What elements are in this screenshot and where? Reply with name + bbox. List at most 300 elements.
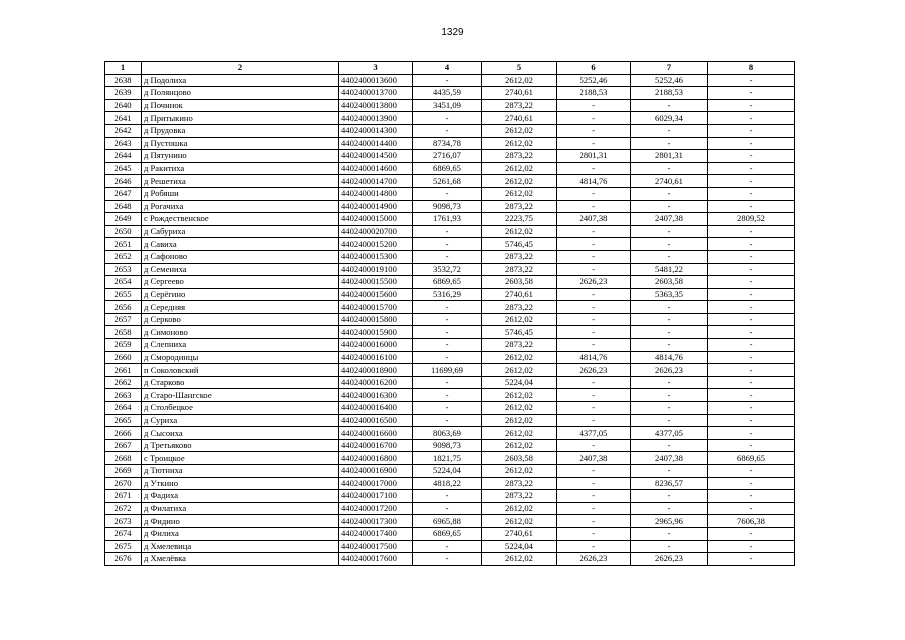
settlement-name: д Хмелевица — [142, 540, 339, 553]
settlement-name: д Филиха — [142, 527, 339, 540]
table-row — [105, 553, 795, 566]
value-col-5: 5224,04 — [482, 540, 557, 553]
value-col-4: 6869,65 — [413, 276, 482, 289]
value-col-6: - — [557, 124, 631, 137]
value-col-5: 2603,58 — [482, 452, 557, 465]
oktmo-code: 4402400017600 — [339, 553, 413, 566]
table-row — [105, 225, 795, 238]
value-col-5: 2223,75 — [482, 213, 557, 226]
value-col-7: - — [631, 162, 708, 175]
row-number: 2649 — [105, 213, 142, 226]
value-col-5: 2612,02 — [482, 74, 557, 87]
table-row — [105, 439, 795, 452]
oktmo-code: 4402400017300 — [339, 515, 413, 528]
value-col-8: - — [708, 527, 795, 540]
table-row — [105, 540, 795, 553]
row-number: 2662 — [105, 376, 142, 389]
column-header: 1 — [105, 62, 142, 75]
value-col-8: - — [708, 490, 795, 503]
table-row — [105, 200, 795, 213]
oktmo-code: 4402400016600 — [339, 427, 413, 440]
row-number: 2675 — [105, 540, 142, 553]
value-col-6: - — [557, 112, 631, 125]
value-col-4: - — [413, 414, 482, 427]
row-number: 2655 — [105, 288, 142, 301]
value-col-7: - — [631, 187, 708, 200]
row-number: 2673 — [105, 515, 142, 528]
table-row — [105, 364, 795, 377]
row-number: 2657 — [105, 313, 142, 326]
value-col-5: 5224,04 — [482, 376, 557, 389]
value-col-7: - — [631, 376, 708, 389]
value-col-7: - — [631, 339, 708, 352]
value-col-4: - — [413, 301, 482, 314]
value-col-5: 2612,02 — [482, 351, 557, 364]
value-col-7: 2603,58 — [631, 276, 708, 289]
value-col-7: 2740,61 — [631, 175, 708, 188]
row-number: 2642 — [105, 124, 142, 137]
value-col-5: 2612,02 — [482, 364, 557, 377]
row-number: 2656 — [105, 301, 142, 314]
oktmo-code: 4402400015200 — [339, 238, 413, 251]
value-col-7: - — [631, 527, 708, 540]
oktmo-code: 4402400016300 — [339, 389, 413, 402]
value-col-7: 2407,38 — [631, 213, 708, 226]
row-number: 2645 — [105, 162, 142, 175]
oktmo-code: 4402400013700 — [339, 87, 413, 100]
settlement-name: д Уткино — [142, 477, 339, 490]
value-col-4: 5316,29 — [413, 288, 482, 301]
table-row — [105, 74, 795, 87]
value-col-4: 9098,73 — [413, 200, 482, 213]
value-col-8: - — [708, 150, 795, 163]
value-col-8: - — [708, 263, 795, 276]
settlement-name: д Сысоиха — [142, 427, 339, 440]
oktmo-code: 4402400014800 — [339, 187, 413, 200]
value-col-7: 2626,23 — [631, 364, 708, 377]
oktmo-code: 4402400016200 — [339, 376, 413, 389]
table-row — [105, 427, 795, 440]
settlement-name: д Слепниха — [142, 339, 339, 352]
oktmo-code: 4402400017500 — [339, 540, 413, 553]
value-col-4: - — [413, 553, 482, 566]
settlement-name: д Сабуриха — [142, 225, 339, 238]
table-row — [105, 288, 795, 301]
value-col-8: - — [708, 339, 795, 352]
value-col-8: - — [708, 389, 795, 402]
value-col-7: - — [631, 439, 708, 452]
value-col-6: 4814,76 — [557, 175, 631, 188]
settlement-name: д Притыкино — [142, 112, 339, 125]
settlement-name: д Фидино — [142, 515, 339, 528]
row-number: 2658 — [105, 326, 142, 339]
value-col-8: - — [708, 540, 795, 553]
oktmo-code: 4402400015000 — [339, 213, 413, 226]
value-col-5: 2873,22 — [482, 200, 557, 213]
value-col-4: - — [413, 339, 482, 352]
value-col-6: 2407,38 — [557, 213, 631, 226]
value-col-4: 1821,75 — [413, 452, 482, 465]
value-col-8: - — [708, 465, 795, 478]
value-col-4: - — [413, 187, 482, 200]
value-col-8: - — [708, 477, 795, 490]
value-col-7: - — [631, 540, 708, 553]
oktmo-code: 4402400013800 — [339, 99, 413, 112]
value-col-7: 5363,35 — [631, 288, 708, 301]
settlement-name: д Третьяково — [142, 439, 339, 452]
value-col-6: - — [557, 99, 631, 112]
table-row — [105, 175, 795, 188]
value-col-4: 1761,93 — [413, 213, 482, 226]
page-number: 1329 — [441, 27, 464, 38]
header-row — [105, 62, 795, 75]
value-col-5: 5746,45 — [482, 238, 557, 251]
value-col-5: 2612,02 — [482, 427, 557, 440]
value-col-7: - — [631, 465, 708, 478]
value-col-4: - — [413, 124, 482, 137]
settlement-name: д Хмелёвка — [142, 553, 339, 566]
table-row — [105, 490, 795, 503]
value-col-6: 2407,38 — [557, 452, 631, 465]
table-row — [105, 402, 795, 415]
value-col-4: 8734,78 — [413, 137, 482, 150]
table-row — [105, 313, 795, 326]
value-col-8: - — [708, 301, 795, 314]
value-col-7: 5252,46 — [631, 74, 708, 87]
row-number: 2641 — [105, 112, 142, 125]
oktmo-code: 4402400018900 — [339, 364, 413, 377]
row-number: 2661 — [105, 364, 142, 377]
row-number: 2664 — [105, 402, 142, 415]
table-row — [105, 452, 795, 465]
data-table — [104, 61, 795, 566]
value-col-5: 2612,02 — [482, 137, 557, 150]
row-number: 2669 — [105, 465, 142, 478]
oktmo-code: 4402400017100 — [339, 490, 413, 503]
value-col-6: - — [557, 439, 631, 452]
value-col-8: - — [708, 137, 795, 150]
row-number: 2639 — [105, 87, 142, 100]
value-col-4: 9098,73 — [413, 439, 482, 452]
value-col-6: - — [557, 477, 631, 490]
settlement-name: д Суриха — [142, 414, 339, 427]
value-col-5: 2873,22 — [482, 339, 557, 352]
value-col-6: - — [557, 187, 631, 200]
value-col-6: 4814,76 — [557, 351, 631, 364]
value-col-8: - — [708, 427, 795, 440]
table-row — [105, 326, 795, 339]
value-col-8: 6869,65 — [708, 452, 795, 465]
value-col-7: 5481,22 — [631, 263, 708, 276]
value-col-8: - — [708, 414, 795, 427]
settlement-name: д Серково — [142, 313, 339, 326]
value-col-4: - — [413, 376, 482, 389]
oktmo-code: 4402400016700 — [339, 439, 413, 452]
settlement-name: д Пустошка — [142, 137, 339, 150]
settlement-name: д Прудовка — [142, 124, 339, 137]
settlement-name: д Тютниха — [142, 465, 339, 478]
column-header: 3 — [339, 62, 413, 75]
value-col-6: - — [557, 250, 631, 263]
settlement-name: д Решетиха — [142, 175, 339, 188]
table-row — [105, 150, 795, 163]
value-col-4: 6869,65 — [413, 527, 482, 540]
value-col-6: - — [557, 313, 631, 326]
table-row — [105, 502, 795, 515]
row-number: 2668 — [105, 452, 142, 465]
settlement-name: д Робяши — [142, 187, 339, 200]
row-number: 2674 — [105, 527, 142, 540]
settlement-name: д Рогачиха — [142, 200, 339, 213]
value-col-7: 8236,57 — [631, 477, 708, 490]
value-col-7: - — [631, 124, 708, 137]
value-col-7: - — [631, 326, 708, 339]
row-number: 2650 — [105, 225, 142, 238]
value-col-5: 2612,02 — [482, 414, 557, 427]
value-col-6: 2188,53 — [557, 87, 631, 100]
value-col-5: 2612,02 — [482, 502, 557, 515]
table-row — [105, 376, 795, 389]
table-row — [105, 465, 795, 478]
value-col-7: 2626,23 — [631, 553, 708, 566]
row-number: 2652 — [105, 250, 142, 263]
value-col-6: - — [557, 515, 631, 528]
oktmo-code: 4402400015700 — [339, 301, 413, 314]
value-col-7: - — [631, 200, 708, 213]
value-col-6: - — [557, 263, 631, 276]
oktmo-code: 4402400020700 — [339, 225, 413, 238]
value-col-4: 2716,07 — [413, 150, 482, 163]
table-row — [105, 263, 795, 276]
row-number: 2638 — [105, 74, 142, 87]
value-col-5: 2873,22 — [482, 250, 557, 263]
value-col-7: - — [631, 250, 708, 263]
table-row — [105, 276, 795, 289]
row-number: 2643 — [105, 137, 142, 150]
row-number: 2670 — [105, 477, 142, 490]
value-col-5: 2612,02 — [482, 175, 557, 188]
table-row — [105, 527, 795, 540]
settlement-name: д Сергеево — [142, 276, 339, 289]
value-col-7: 6029,34 — [631, 112, 708, 125]
settlement-name: с Троицкое — [142, 452, 339, 465]
value-col-5: 2612,02 — [482, 187, 557, 200]
value-col-4: - — [413, 540, 482, 553]
settlement-name: с Рождественское — [142, 213, 339, 226]
value-col-7: - — [631, 238, 708, 251]
table-row — [105, 112, 795, 125]
row-number: 2651 — [105, 238, 142, 251]
oktmo-code: 4402400014500 — [339, 150, 413, 163]
value-col-6: 2626,23 — [557, 364, 631, 377]
column-header: 4 — [413, 62, 482, 75]
table-row — [105, 99, 795, 112]
value-col-7: - — [631, 490, 708, 503]
value-col-8: 2809,52 — [708, 213, 795, 226]
oktmo-code: 4402400014900 — [339, 200, 413, 213]
oktmo-code: 4402400016100 — [339, 351, 413, 364]
value-col-5: 2873,22 — [482, 263, 557, 276]
value-col-8: - — [708, 326, 795, 339]
oktmo-code: 4402400015800 — [339, 313, 413, 326]
value-col-8: - — [708, 288, 795, 301]
table-row — [105, 515, 795, 528]
value-col-8: - — [708, 74, 795, 87]
row-number: 2666 — [105, 427, 142, 440]
oktmo-code: 4402400016800 — [339, 452, 413, 465]
table-body — [105, 74, 795, 565]
value-col-4: 3451,09 — [413, 99, 482, 112]
value-col-7: - — [631, 301, 708, 314]
row-number: 2663 — [105, 389, 142, 402]
value-col-7: - — [631, 137, 708, 150]
value-col-7: 2965,96 — [631, 515, 708, 528]
row-number: 2676 — [105, 553, 142, 566]
value-col-8: - — [708, 187, 795, 200]
value-col-5: 2612,02 — [482, 515, 557, 528]
table-row — [105, 137, 795, 150]
row-number: 2665 — [105, 414, 142, 427]
settlement-name: д Столбецкое — [142, 402, 339, 415]
value-col-5: 5746,45 — [482, 326, 557, 339]
value-col-8: - — [708, 99, 795, 112]
row-number: 2653 — [105, 263, 142, 276]
value-col-4: - — [413, 74, 482, 87]
row-number: 2644 — [105, 150, 142, 163]
settlement-name: д Сафоново — [142, 250, 339, 263]
oktmo-code: 4402400016500 — [339, 414, 413, 427]
oktmo-code: 4402400015600 — [339, 288, 413, 301]
value-col-4: - — [413, 326, 482, 339]
value-col-4: 3532,72 — [413, 263, 482, 276]
column-header: 7 — [631, 62, 708, 75]
oktmo-code: 4402400014400 — [339, 137, 413, 150]
value-col-6: - — [557, 162, 631, 175]
settlement-name: д Полянцово — [142, 87, 339, 100]
value-col-5: 2873,22 — [482, 150, 557, 163]
value-col-8: - — [708, 87, 795, 100]
value-col-4: - — [413, 112, 482, 125]
oktmo-code: 4402400014700 — [339, 175, 413, 188]
value-col-5: 2612,02 — [482, 465, 557, 478]
value-col-4: 5224,04 — [413, 465, 482, 478]
row-number: 2647 — [105, 187, 142, 200]
value-col-4: - — [413, 502, 482, 515]
value-col-6: - — [557, 326, 631, 339]
value-col-5: 2873,22 — [482, 477, 557, 490]
value-col-5: 2740,61 — [482, 112, 557, 125]
column-header: 6 — [557, 62, 631, 75]
value-col-8: - — [708, 364, 795, 377]
value-col-4: - — [413, 389, 482, 402]
value-col-4: 6869,65 — [413, 162, 482, 175]
settlement-name: д Симоново — [142, 326, 339, 339]
value-col-8: - — [708, 276, 795, 289]
value-col-8: - — [708, 162, 795, 175]
oktmo-code: 4402400014600 — [339, 162, 413, 175]
value-col-4: - — [413, 313, 482, 326]
settlement-name: д Серёгино — [142, 288, 339, 301]
value-col-7: - — [631, 502, 708, 515]
value-col-5: 2612,02 — [482, 439, 557, 452]
value-col-7: - — [631, 313, 708, 326]
oktmo-code: 4402400017000 — [339, 477, 413, 490]
value-col-4: - — [413, 490, 482, 503]
value-col-5: 2612,02 — [482, 389, 557, 402]
value-col-6: 2626,23 — [557, 553, 631, 566]
value-col-8: - — [708, 124, 795, 137]
value-col-6: 2626,23 — [557, 276, 631, 289]
value-col-5: 2873,22 — [482, 99, 557, 112]
value-col-6: - — [557, 490, 631, 503]
settlement-name: д Семениха — [142, 263, 339, 276]
value-col-6: 5252,46 — [557, 74, 631, 87]
value-col-8: - — [708, 439, 795, 452]
settlement-name: п Соколовский — [142, 364, 339, 377]
table-row — [105, 250, 795, 263]
settlement-name: д Смородинцы — [142, 351, 339, 364]
value-col-5: 2603,58 — [482, 276, 557, 289]
value-col-7: - — [631, 402, 708, 415]
oktmo-code: 4402400015900 — [339, 326, 413, 339]
value-col-6: 4377,05 — [557, 427, 631, 440]
value-col-8: - — [708, 553, 795, 566]
oktmo-code: 4402400017400 — [339, 527, 413, 540]
value-col-6: - — [557, 527, 631, 540]
value-col-7: - — [631, 99, 708, 112]
value-col-6: 2801,31 — [557, 150, 631, 163]
value-col-6: - — [557, 389, 631, 402]
settlement-name: д Подолиха — [142, 74, 339, 87]
table-row — [105, 414, 795, 427]
value-col-4: - — [413, 238, 482, 251]
table-row — [105, 87, 795, 100]
value-col-5: 2612,02 — [482, 162, 557, 175]
value-col-5: 2740,61 — [482, 87, 557, 100]
value-col-6: - — [557, 288, 631, 301]
value-col-6: - — [557, 238, 631, 251]
value-col-6: - — [557, 301, 631, 314]
row-number: 2671 — [105, 490, 142, 503]
value-col-5: 2612,02 — [482, 553, 557, 566]
value-col-6: - — [557, 225, 631, 238]
row-number: 2646 — [105, 175, 142, 188]
value-col-7: - — [631, 389, 708, 402]
settlement-name: д Старо-Шангское — [142, 389, 339, 402]
value-col-7: 2801,31 — [631, 150, 708, 163]
table-row — [105, 301, 795, 314]
value-col-6: - — [557, 339, 631, 352]
value-col-6: - — [557, 200, 631, 213]
value-col-6: - — [557, 502, 631, 515]
value-col-8: - — [708, 502, 795, 515]
value-col-6: - — [557, 402, 631, 415]
column-header: 8 — [708, 62, 795, 75]
value-col-5: 2740,61 — [482, 288, 557, 301]
oktmo-code: 4402400014300 — [339, 124, 413, 137]
oktmo-code: 4402400016900 — [339, 465, 413, 478]
oktmo-code: 4402400016400 — [339, 402, 413, 415]
value-col-4: 4818,22 — [413, 477, 482, 490]
value-col-7: - — [631, 414, 708, 427]
row-number: 2659 — [105, 339, 142, 352]
value-col-6: - — [557, 414, 631, 427]
table-row — [105, 477, 795, 490]
table-row — [105, 124, 795, 137]
oktmo-code: 4402400015500 — [339, 276, 413, 289]
settlement-name: д Филатиха — [142, 502, 339, 515]
value-col-5: 2612,02 — [482, 225, 557, 238]
